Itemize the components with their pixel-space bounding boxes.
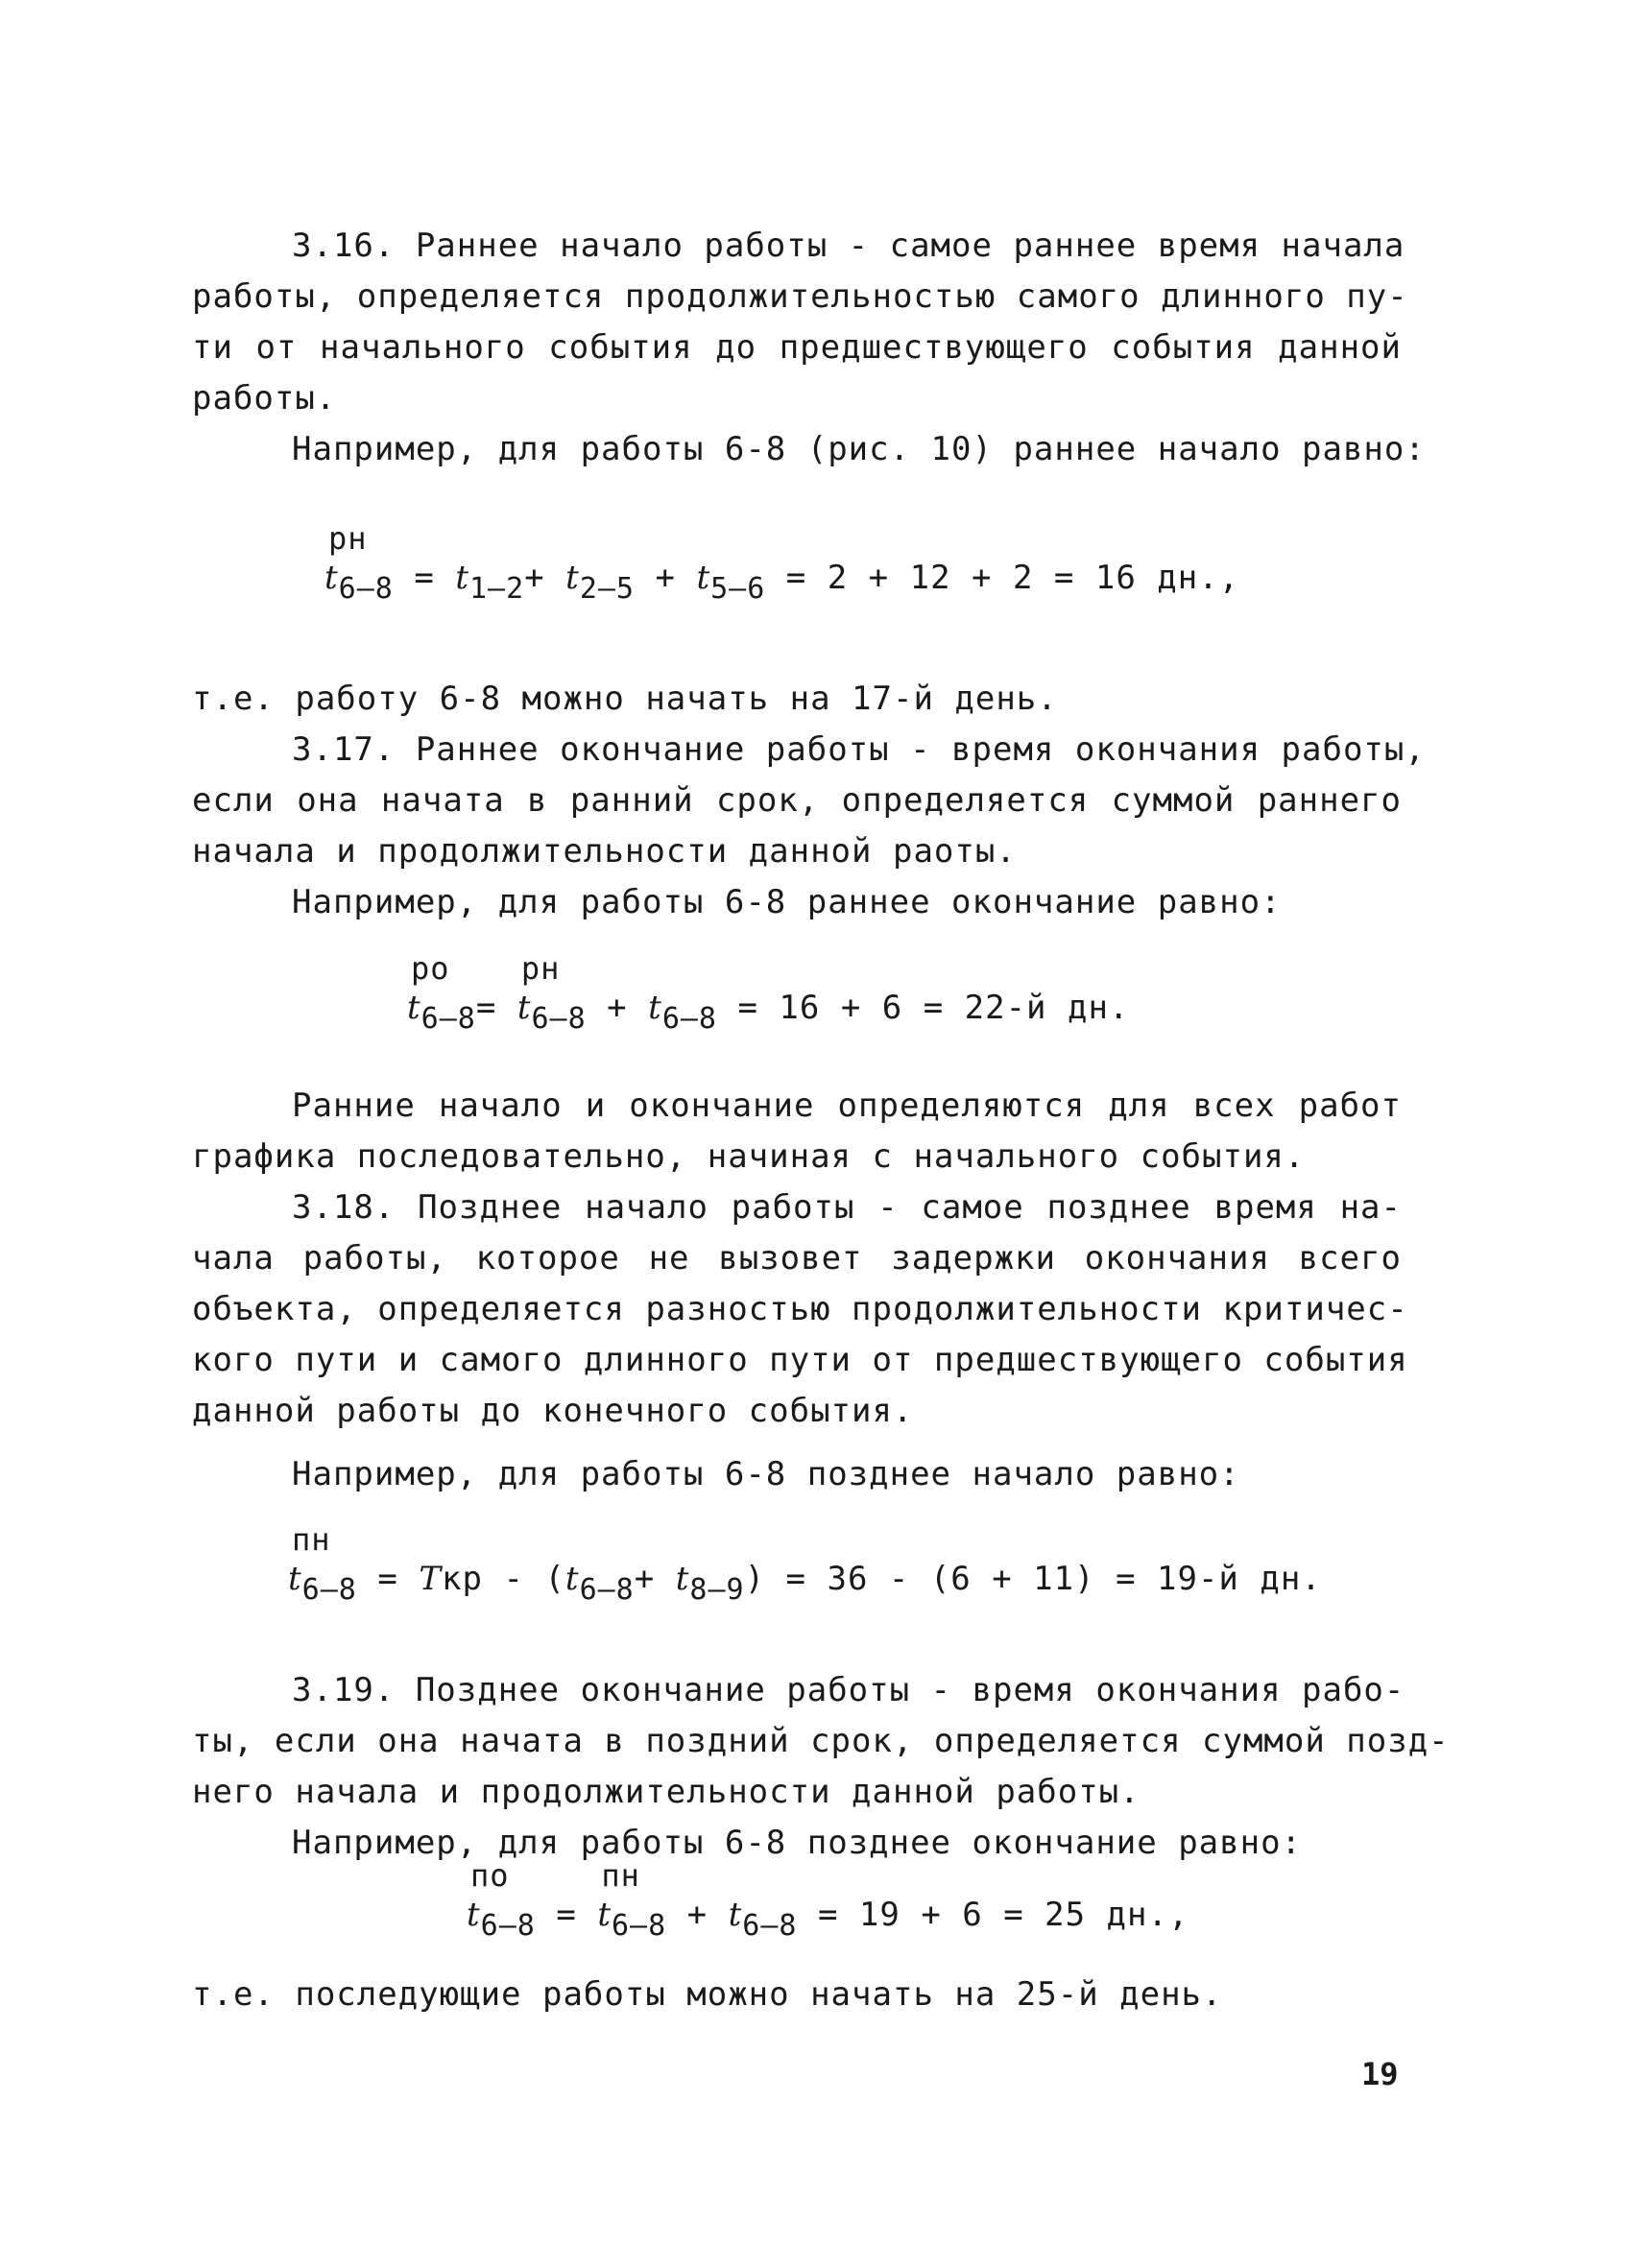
para-3-16-line-3: ти от начального события до предшествующего события данной — [192, 328, 1402, 367]
para-early-line-2: графика последовательно, начиная с начального события. — [192, 1137, 1306, 1176]
para-3-18-line-4: кого пути и самого длинного пути от предшествующего события — [192, 1341, 1408, 1379]
para-3-19-line-2: ты, если она начата в поздний срок, определяется суммой позд- — [192, 1722, 1450, 1760]
para-3-18-line-1: 3.18. Позднее начало работы - самое позднее время на- — [292, 1188, 1402, 1227]
formula-early-start: t рн 6–8 = t1–2+ t2–5 + t5–6 = 2 + 12 + 2 = 16 дн., — [324, 520, 1240, 606]
para-3-19-line-1: 3.19. Позднее окончание работы - время окончания рабо- — [292, 1671, 1405, 1709]
example-1-text: Например, для работы 6-8 (рис. 10) раннее начало равно: — [292, 430, 1426, 468]
example-3-text: Например, для работы 6-8 позднее начало равно: — [292, 1455, 1240, 1493]
para-3-16-line-2: работы, определяется продолжительностью самого длинного пу- — [192, 277, 1408, 316]
para-3-17-line-3: начала и продолжительности данной раоты. — [192, 832, 1017, 871]
after-formula-4-text: т.е. последующие работы можно начать на 25-й день. — [192, 1975, 1223, 2014]
example-2-text: Например, для работы 6-8 раннее окончание равно: — [292, 883, 1282, 921]
para-3-16-line-4: работы. — [192, 379, 337, 418]
page-number: 19 — [1361, 2056, 1399, 2092]
para-3-16-line-1: 3.16. Раннее начало работы - самое раннее время начала — [292, 227, 1405, 265]
para-3-17-line-2: если она начата в ранний срок, определяется суммой раннего — [192, 781, 1402, 820]
after-formula-1-text: т.е. работу 6-8 можно начать на 17-й день. — [192, 680, 1058, 718]
para-early-line-1: Ранние начало и окончание определяются для всех работ — [292, 1086, 1402, 1125]
para-3-17-line-1: 3.17. Раннее окончание работы - время окончания работы, — [292, 730, 1426, 769]
example-4-text: Например, для работы 6-8 позднее окончание равно: — [292, 1824, 1303, 1862]
para-3-18-line-2: чала работы, которое не вызовет задержки окончания всего — [192, 1239, 1402, 1277]
para-3-19-line-3: него начала и продолжительности данной работы. — [192, 1773, 1141, 1811]
para-3-18-line-3: объекта, определяется разностью продолжительности критичес- — [192, 1290, 1408, 1328]
formula-late-start: t пн 6–8 = Tкр - (t6–8+ t8–9) = 36 - (6 + 11) = 19-й дн. — [288, 1521, 1322, 1607]
formula-early-finish: t ро 6–8= t рн 6–8 + t6–8 = 16 + 6 = 22-й дн. — [407, 950, 1130, 1036]
para-3-18-line-5: данной работы до конечного события. — [192, 1392, 914, 1430]
formula-late-finish: t по 6–8 = t пн 6–8 + t6–8 = 19 + 6 = 25 дн., — [467, 1857, 1189, 1943]
